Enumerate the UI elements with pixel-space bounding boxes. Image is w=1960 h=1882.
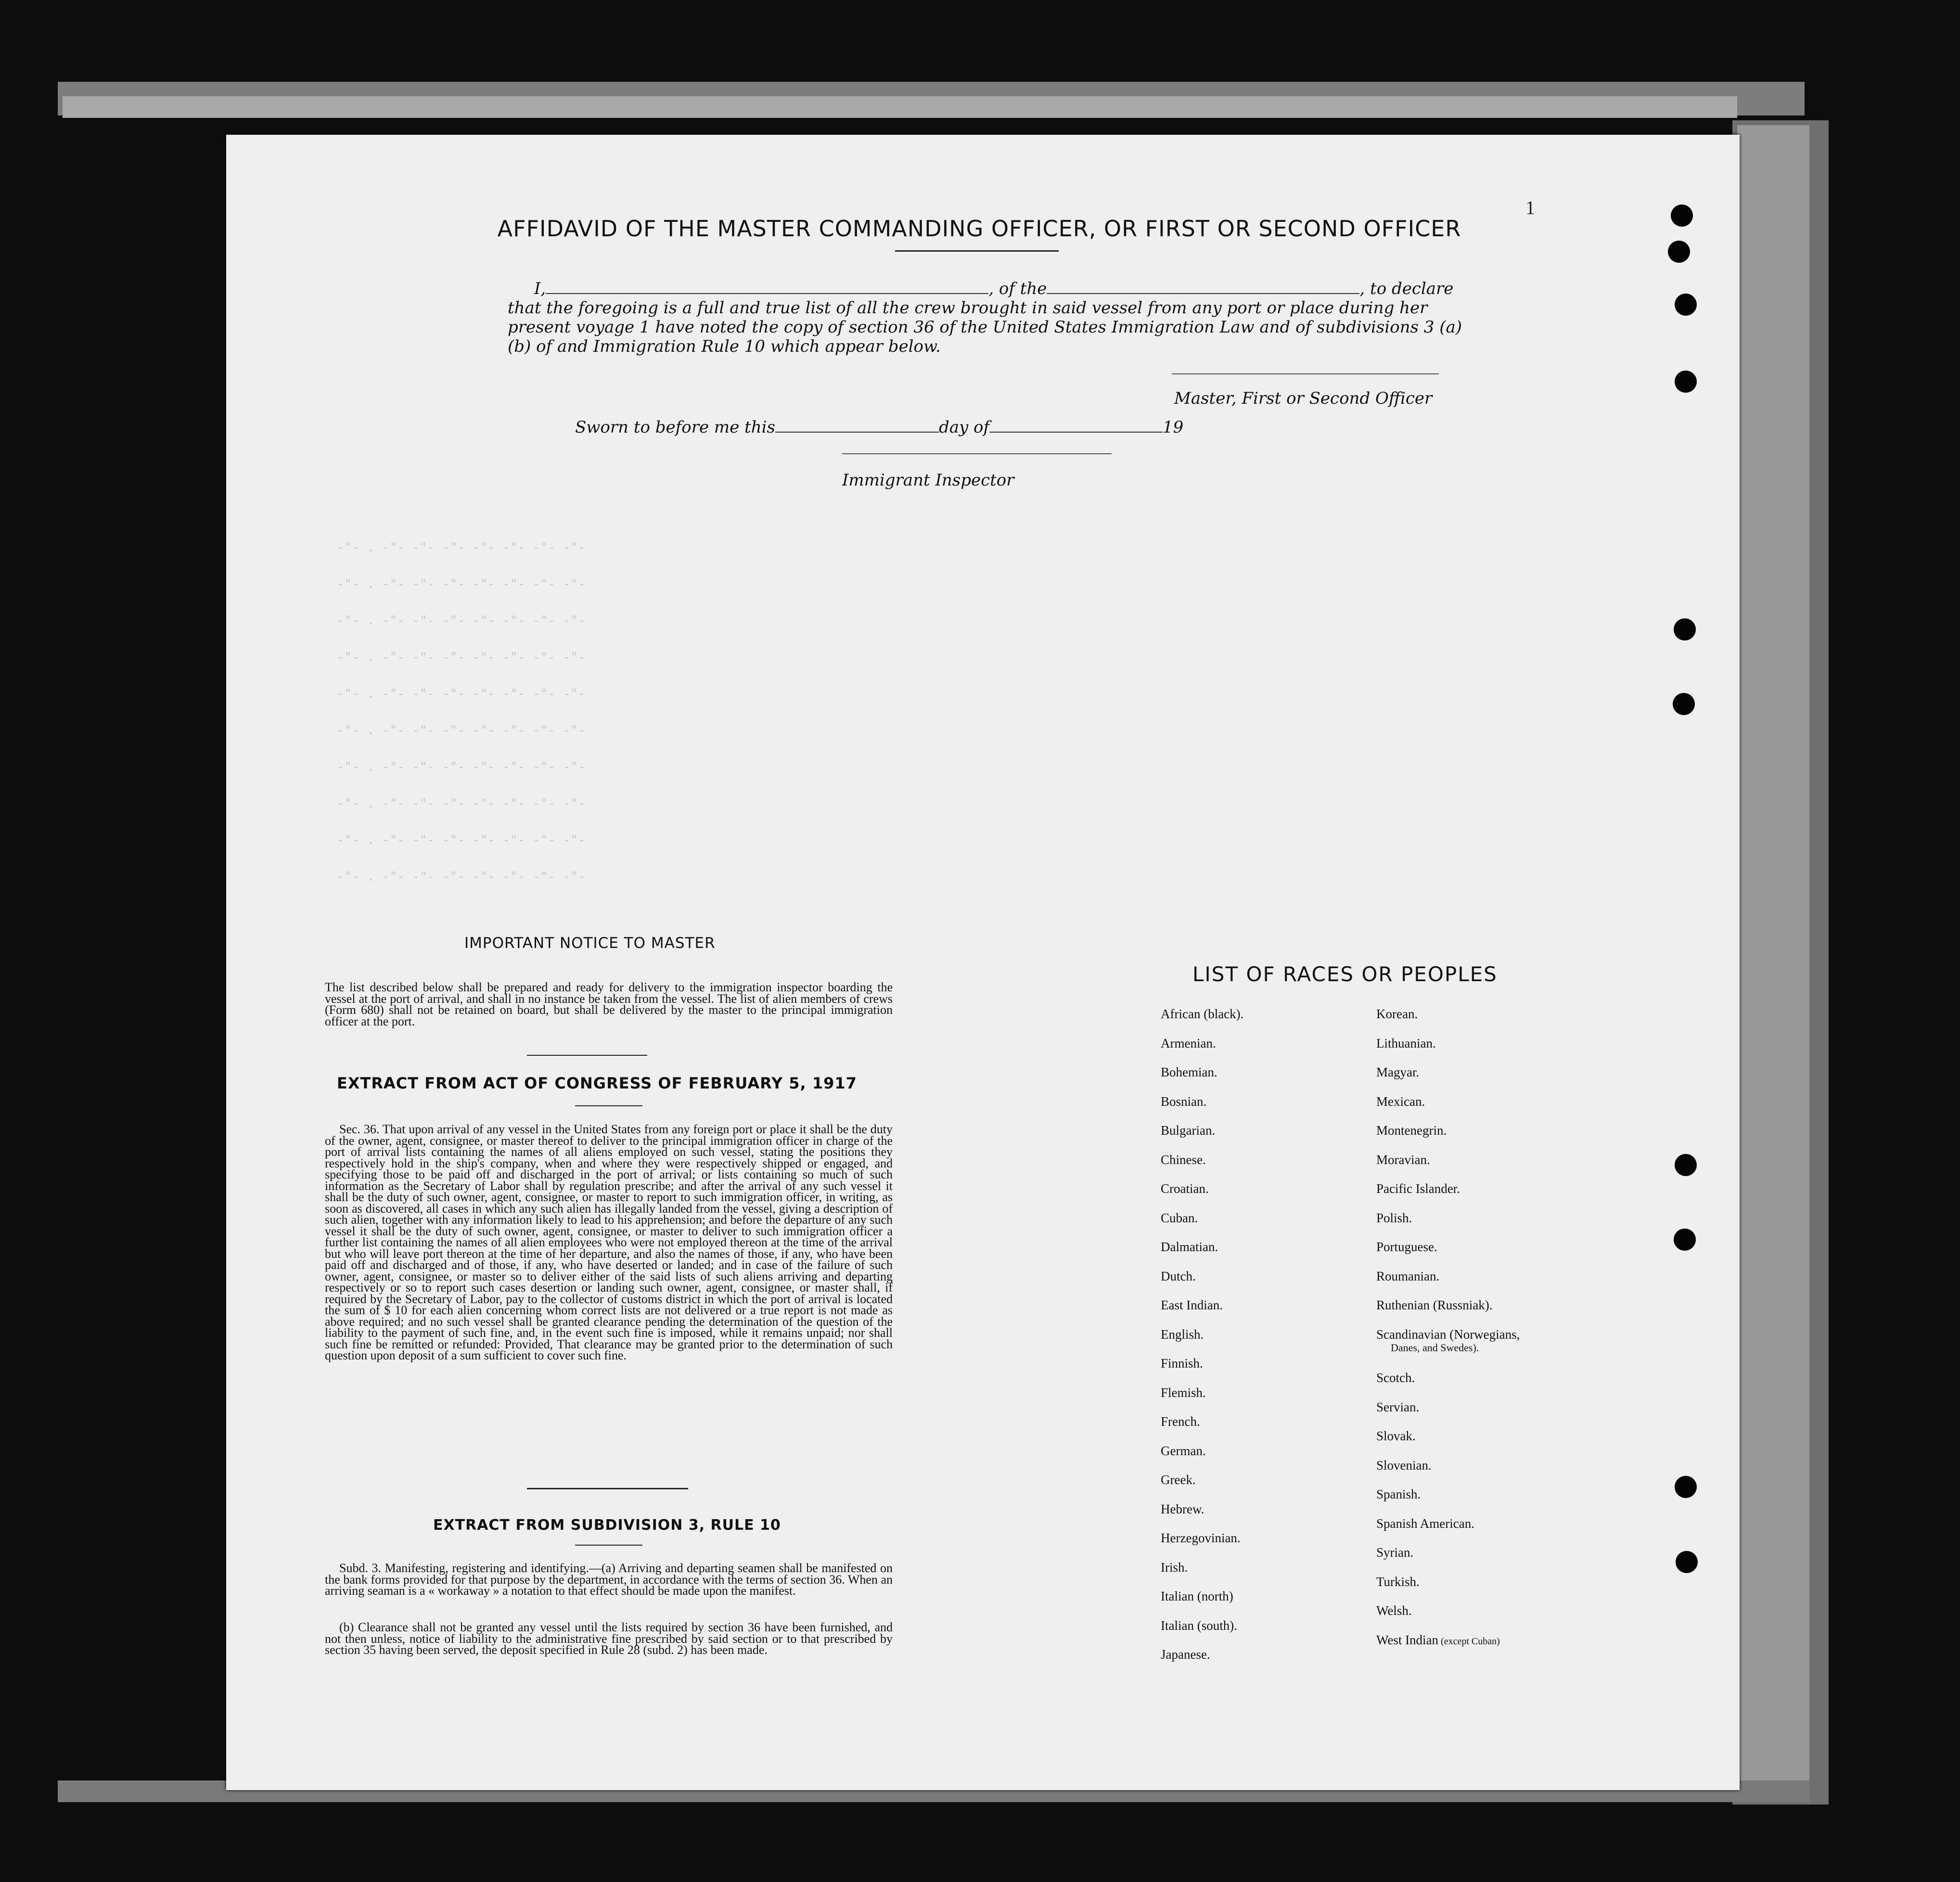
race-item: East Indian. — [1161, 1298, 1223, 1312]
race-item: Italian (south). — [1161, 1618, 1237, 1633]
vessel-blank[interactable] — [1047, 280, 1359, 294]
punch-hole — [1675, 371, 1697, 393]
affidavit-line-1 — [534, 279, 1453, 298]
act-heading-underline — [575, 1105, 642, 1106]
race-item: Mexican. — [1376, 1094, 1425, 1109]
rule-heading: EXTRACT FROM SUBDIVISION 3, RULE 10 — [433, 1517, 781, 1534]
rule-divider — [527, 1488, 688, 1489]
back-sheet-edge — [63, 96, 1737, 118]
race-item: Croatian. — [1161, 1181, 1209, 1196]
race-item: Lithuanian. — [1376, 1036, 1436, 1050]
race-item: Dutch. — [1161, 1268, 1196, 1283]
race-item: Ruthenian (Russniak). — [1376, 1298, 1493, 1312]
punch-hole — [1674, 1229, 1696, 1251]
race-item: Dalmatian. — [1161, 1240, 1218, 1254]
race-item: Roumanian. — [1376, 1268, 1440, 1283]
punch-hole — [1676, 1551, 1698, 1573]
race-item: African (black). — [1161, 1007, 1244, 1021]
race-item: West Indian (except Cuban) — [1376, 1632, 1500, 1647]
act-heading: EXTRACT FROM ACT OF CONGRESS OF FEBRUARY 5, 1917 — [337, 1074, 857, 1092]
race-item: Flemish. — [1161, 1385, 1206, 1400]
sworn-day-blank[interactable] — [775, 418, 939, 433]
affidavit-title: AFFIDAVID OF THE MASTER COMMANDING OFFICER, OR FIRST OR SECOND OFFICER — [497, 216, 1461, 242]
race-item: Hebrew. — [1161, 1501, 1204, 1516]
race-item: Italian (north) — [1161, 1589, 1233, 1603]
race-item: Korean. — [1376, 1007, 1418, 1021]
year-label: 19 — [1163, 418, 1184, 437]
sworn-month-blank[interactable] — [989, 418, 1163, 433]
race-item: Armenian. — [1161, 1036, 1216, 1050]
race-item: Welsh. — [1376, 1603, 1412, 1618]
rule-heading-underline — [575, 1545, 642, 1546]
race-item: Bulgarian. — [1161, 1123, 1216, 1138]
race-item: Scotch. — [1376, 1370, 1415, 1385]
title-underline — [895, 250, 1059, 252]
affidavit-of-the-label: , of the — [988, 279, 1047, 298]
punch-hole — [1675, 1476, 1697, 1498]
race-item: Servian. — [1376, 1399, 1420, 1414]
sworn-line — [575, 418, 1183, 437]
race-item: Magyar. — [1376, 1065, 1420, 1079]
races-heading: LIST OF RACES OR PEOPLES — [1192, 962, 1498, 986]
race-item: Polish. — [1376, 1210, 1412, 1225]
race-item: Moravian. — [1376, 1152, 1430, 1167]
race-item: Greek. — [1161, 1472, 1196, 1487]
race-item: Turkish. — [1376, 1574, 1420, 1589]
affidavit-i-label: I, — [534, 279, 546, 298]
inspector-signature-line — [842, 453, 1112, 454]
notice-text: The list described below shall be prepared and ready for delivery to the immigration inspector boarding the vessel at the port of arrival, and shall in no instance be taken from the vessel. The list of alien members of crews (Form 680) shall not be retained on board, but shall be delivered by the master to the principal immigration officer at the port. — [325, 980, 893, 1028]
race-item: Chinese. — [1161, 1152, 1206, 1167]
punch-hole — [1674, 618, 1696, 640]
affidavit-line-4: (b) of and Immigration Rule 10 which appear below. — [508, 337, 941, 356]
race-item: Bohemian. — [1161, 1065, 1217, 1079]
race-item: Slovenian. — [1376, 1458, 1432, 1472]
page-number: 1 — [1525, 197, 1535, 218]
race-item: Montenegrin. — [1376, 1123, 1447, 1138]
rule-text-a: Subd. 3. Manifesting, registering and identifying.—(a) Arriving and departing seamen shall be manifested on the bank forms provided for that purpose by the department, in accordance with the terms of section 36. When an arriving seaman is a « workaway » a notation to that effect should be made upon the manifest. — [325, 1561, 893, 1598]
master-signature-label: Master, First or Second Officer — [1174, 389, 1433, 408]
race-item: Pacific Islander. — [1376, 1181, 1460, 1196]
back-sheet-right-inner — [1737, 125, 1809, 1800]
race-item: Spanish American. — [1376, 1516, 1474, 1531]
race-item: German. — [1161, 1443, 1206, 1458]
punch-hole — [1668, 241, 1690, 263]
punch-hole — [1675, 1154, 1697, 1176]
race-item: French. — [1161, 1414, 1200, 1429]
inspector-label: Immigrant Inspector — [842, 471, 1014, 490]
name-blank[interactable] — [546, 280, 988, 294]
document-page — [226, 135, 1740, 1790]
race-item: Irish. — [1161, 1560, 1188, 1575]
race-item: Danes, and Swedes). — [1391, 1341, 1479, 1354]
race-item: Spanish. — [1376, 1487, 1421, 1502]
notice-heading: IMPORTANT NOTICE TO MASTER — [464, 935, 716, 952]
notice-divider — [527, 1055, 647, 1056]
punch-hole — [1673, 693, 1695, 715]
race-item: English. — [1161, 1327, 1204, 1342]
race-item: Portuguese. — [1376, 1240, 1437, 1254]
west-indian-note: (except Cuban) — [1438, 1636, 1500, 1647]
affidavit-line-2: that the foregoing is a full and true list of all the crew brought in said vessel from any port or place during her — [508, 298, 1428, 318]
sworn-label: Sworn to before me this — [575, 418, 775, 437]
race-item: Scandinavian (Norwegians, — [1376, 1327, 1520, 1342]
act-text: Sec. 36. That upon arrival of any vessel in the United States from any foreign port or place it shall be the duty of the owner, agent, consignee, or master thereof to deliver to the principal immigration officer in charge of the port of arrival lists containing the names of all aliens employed on such vessel, stating the positions they respectively hold in the ship's company, when and where they were respectively shipped or engaged, and specifying those to be paid off and discharged in the port of arrival; or lists containing so much of such information as the Secretary of Labor shall by regulation prescribe; and after the arrival of any such vessel it shall be the duty of such owner, agent, consignee, or master to report to such immigration officer, in writing, as soon as discovered, all cases in which any such alien has illegally landed from the vessel, giving a description of such alien, together with any information likely to lead to his apprehension; and before the departure of any such vessel it shall be the duty of such owner, agent, consignee, or master to deliver to such immigration officer a further list containing the names of all alien employees who were not employed thereon at the time of the arrival but who will leave port thereon at the time of her departure, and also the names of those, if any, who have been paid off and discharged and of those, if any, who have deserted or landed; and in case of the failure of such owner, agent, consignee, or master so to deliver either of the said lists of such aliens arriving and departing respectively or so to report such cases desertion or landing such owner, agent, consignee, or master shall, if required by the Secretary of Labor, pay to the collector of customs district in which the port of arrival is located the sum of $ 10 for each alien concerning whom correct lists are not delivered or a true report is not made as above required; and no such vessel shall be granted clearance pending the determination of the question of the liability to the payment of such fine, and, in the event such fine is imposed, while it remains unpaid; nor shall such fine be remitted or refunded: Provided, That clearance may be granted prior to the determination of such question upon deposit of a sum sufficient to cover such fine. — [325, 1122, 893, 1362]
race-item: Herzegovinian. — [1161, 1531, 1241, 1545]
punch-hole — [1675, 294, 1697, 316]
bleed-through-column: -"- . -"- -"- -"- -"- -"- -"- -"- -"- . -"- -"- -"- -"- -"- -"- -"- -"- . -"- -"- -"- -"- -"- -"- -"- -"- . -"- -"- -"- -"- -"- -"- -"- -"- . -"- -"- -"- -"- -"- -"- -"- -"- . -"- -"- -"- -"- -"- -"- -"- -"- . -"- -"- -"- -"- -"- -"- -"- -"- . -"- -"- -"- -"- -"- -"- -"- -"- . -"- -"- -"- -"- -"- -"- -"- -"- . -"- -"- -"- -"- -"- -"- -"- — [337, 540, 586, 884]
master-signature-line — [1172, 373, 1439, 374]
race-item: Finnish. — [1161, 1356, 1203, 1370]
race-item: Cuban. — [1161, 1210, 1198, 1225]
race-item: Bosnian. — [1161, 1094, 1207, 1109]
affidavit-to-declare-label: , to declare — [1359, 279, 1454, 298]
rule-text-b: (b) Clearance shall not be granted any vessel until the lists required by section 36 have been furnished, and not then unless, notice of liability to the administrative fine prescribed by said section or to that prescribed by section 35 having been served, the deposit specified in Rule 28 (subd. 2) has been made. — [325, 1620, 893, 1657]
affidavit-line-3: present voyage 1 have noted the copy of section 36 of the United States Immigration Law and of subdivisions 3 (a) — [508, 318, 1462, 337]
race-item: Slovak. — [1376, 1429, 1416, 1444]
punch-hole — [1671, 205, 1693, 227]
day-of-label: day of — [938, 418, 990, 437]
race-item: Syrian. — [1376, 1545, 1414, 1560]
race-item: Japanese. — [1161, 1647, 1210, 1662]
